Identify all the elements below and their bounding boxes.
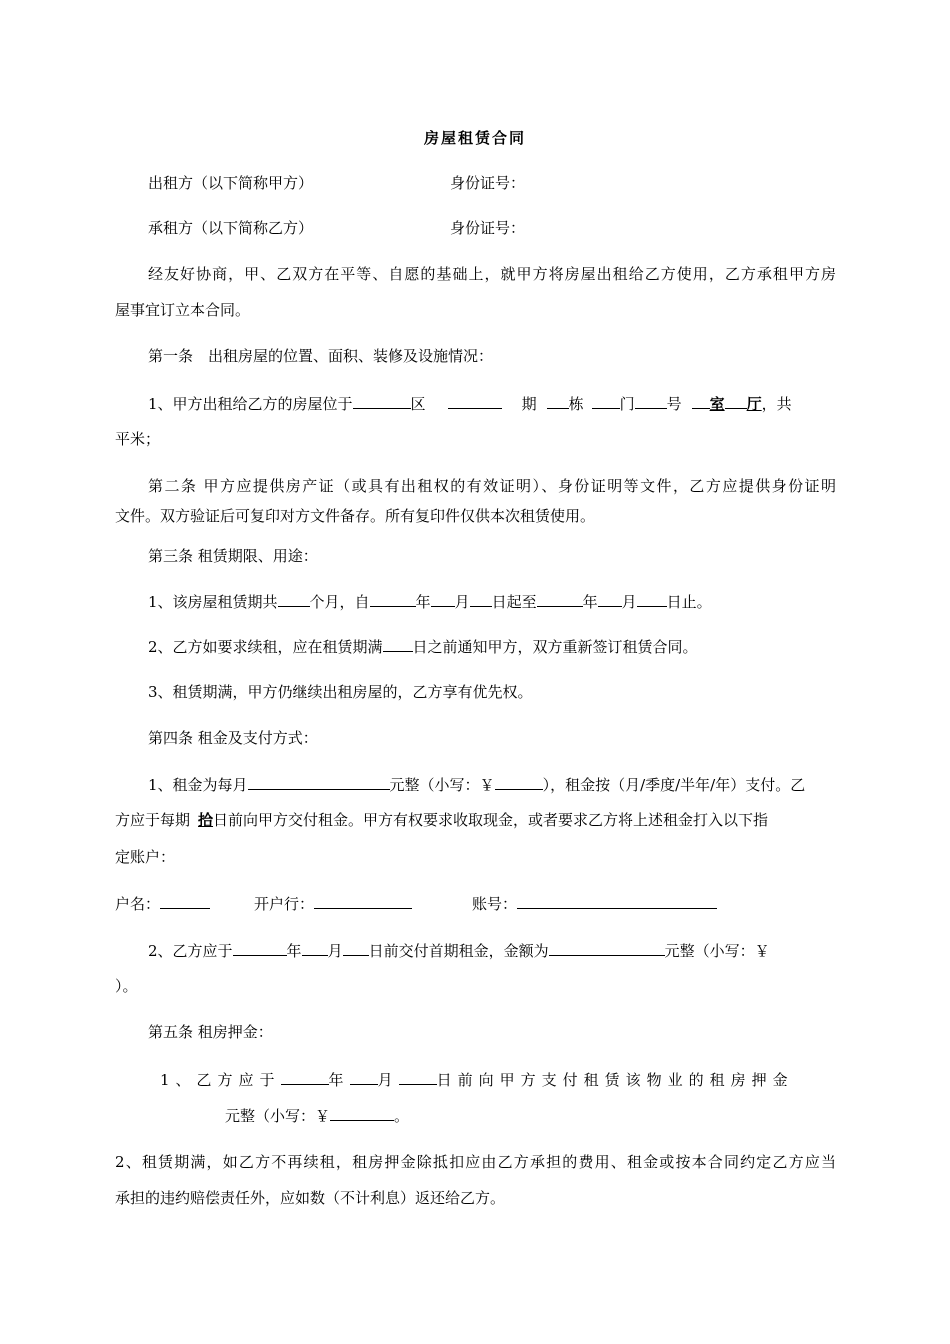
blank-unit [635,393,667,409]
blank-rent-figure [495,774,543,790]
blank-deposit-day [399,1069,437,1085]
clause-text: 元整（小写：￥ [225,1107,331,1125]
article-2-line-2: 文件。双方验证后可复印对方文件备存。所有复印件仅供本次租赁使用。 [115,507,596,525]
blank-end-month [598,591,622,607]
page-title: 房屋租赁合同 [423,129,526,147]
clause-text: 月 [454,593,470,611]
blank-building [592,393,620,409]
clause-text: 区 [410,395,426,413]
payment-day: 拾 [198,811,214,829]
blank-account-name [160,893,210,909]
article-1-heading: 第一条 出租房屋的位置、面积、装修及设施情况： [148,347,494,365]
clause-text: 月 [377,1071,399,1089]
blank-first-year [233,940,287,956]
intro-line-1: 经友好协商，甲、乙双方在平等、自愿的基础上，就甲方将房屋出租给乙方使用，乙方承租甲方房 [148,265,836,283]
clause-text: 个月，自 [309,593,370,611]
clause-text: 。 [394,1107,410,1125]
article-4-heading: 第四条 租金及支付方式： [148,729,318,747]
clause-text: 门 [619,395,635,413]
blank-deposit-figure [330,1105,394,1121]
article-1-clause-1 [148,393,792,414]
clause-text: 1、乙方应于 [160,1071,281,1089]
clause-text: 元整（小写：￥ [664,942,770,960]
account-number-label: 账号： [472,895,518,913]
blank-start-day [470,591,492,607]
clause-text: 年 [286,942,302,960]
blank-bank [314,893,412,909]
blank-start-month [431,591,455,607]
blank-monthly-rent [248,774,390,790]
article-3-clause-3: 3、租赁期满，甲方仍继续出租房屋的，乙方享有优先权。 [148,683,533,701]
blank-months [278,591,310,607]
clause-text: ，共 [761,395,792,413]
clause-text: 年 [582,593,598,611]
article-4-clause-1-line-3: 定账户： [115,848,176,866]
article-2-line-1: 第二条 甲方应提供房产证（或具有出租权的有效证明）、身份证明等文件，乙方应提供身份证明 [148,477,836,495]
blank-deposit-month [350,1069,378,1085]
clause-text: 日起至 [491,593,537,611]
bank-label: 开户行： [254,895,315,913]
clause-text: 1、甲方出租给乙方的房屋位于 [148,395,353,413]
clause-text: 年 [415,593,431,611]
clause-text: 元整（小写：￥ [389,776,495,794]
clause-text: 1、租金为每月 [148,776,248,794]
clause-text: ），租金按（月/季度/半年/年）支付。乙 [542,776,806,794]
blank-hall-count [725,393,747,409]
clause-text: 日前交付首期租金，金额为 [368,942,549,960]
clause-text: 2、乙方应于 [148,942,233,960]
article-4-clause-1 [148,774,805,795]
article-5-clause-2-line-2: 承担的违约赔偿责任外，应如数（不计利息）返还给乙方。 [115,1189,506,1207]
blank-district [353,393,411,409]
clause-text: 2、乙方如要求续租，应在租赁期满 [148,638,383,656]
clause-text: 1、该房屋租赁期共 [148,593,278,611]
blank-notice-days [383,636,413,652]
article-5-clause-1 [160,1069,794,1090]
intro-line-2: 屋事宜订立本合同。 [115,301,251,319]
article-4-clause-2-line-2: ）。 [115,977,138,995]
blank-room-count [692,393,710,409]
account-name-label: 户名： [115,895,161,913]
article-5-clause-2-line-1: 2、租赁期满，如乙方不再续租，租房押金除抵扣应由乙方承担的费用、租金或按本合同约定乙方应当 [115,1153,836,1171]
clause-text: 厅 [746,395,762,413]
account-row [115,893,717,914]
clause-text: 室 [709,395,725,413]
clause-text: 月 [327,942,343,960]
clause-text: 年 [328,1071,350,1089]
blank-end-year [537,591,583,607]
article-3-clause-1 [148,591,712,612]
article-4-clause-1-line-2 [115,810,768,830]
clause-text: 日止。 [666,593,712,611]
blank-end-day [637,591,667,607]
clause-text: 月 [621,593,637,611]
article-5-heading: 第五条 租房押金： [148,1023,273,1041]
article-4-clause-2 [148,940,770,961]
lessor-label: 出租方（以下简称甲方） [148,174,314,192]
blank-first-month [302,940,328,956]
lessee-label: 承租方（以下简称乙方） [148,219,314,237]
article-5-clause-1-line-2 [225,1105,409,1126]
article-3-heading: 第三条 租赁期限、用途： [148,547,318,565]
clause-text: 期 [521,395,537,413]
clause-text: 日前向甲方支付租赁该物业的租房押金 [436,1071,794,1089]
blank-start-year [370,591,416,607]
blank-first-day [343,940,369,956]
clause-text: 方应于每期 [115,811,191,829]
clause-text: 日之前通知甲方，双方重新签订租赁合同。 [412,638,698,656]
blank-account-number [517,893,717,909]
lessee-id-label: 身份证号： [450,219,526,237]
blank-deposit-year [281,1069,329,1085]
blank-first-amount [549,940,665,956]
clause-text: 栋 [568,395,584,413]
blank-community [448,393,502,409]
lessor-id-label: 身份证号： [450,174,526,192]
clause-text: 号 [666,395,682,413]
blank-phase [547,393,569,409]
clause-text: 日前向甲方交付租金。甲方有权要求收取现金，或者要求乙方将上述租金打入以下指 [213,811,769,829]
article-1-clause-1-line-2: 平米； [115,430,161,448]
article-3-clause-2 [148,636,698,657]
